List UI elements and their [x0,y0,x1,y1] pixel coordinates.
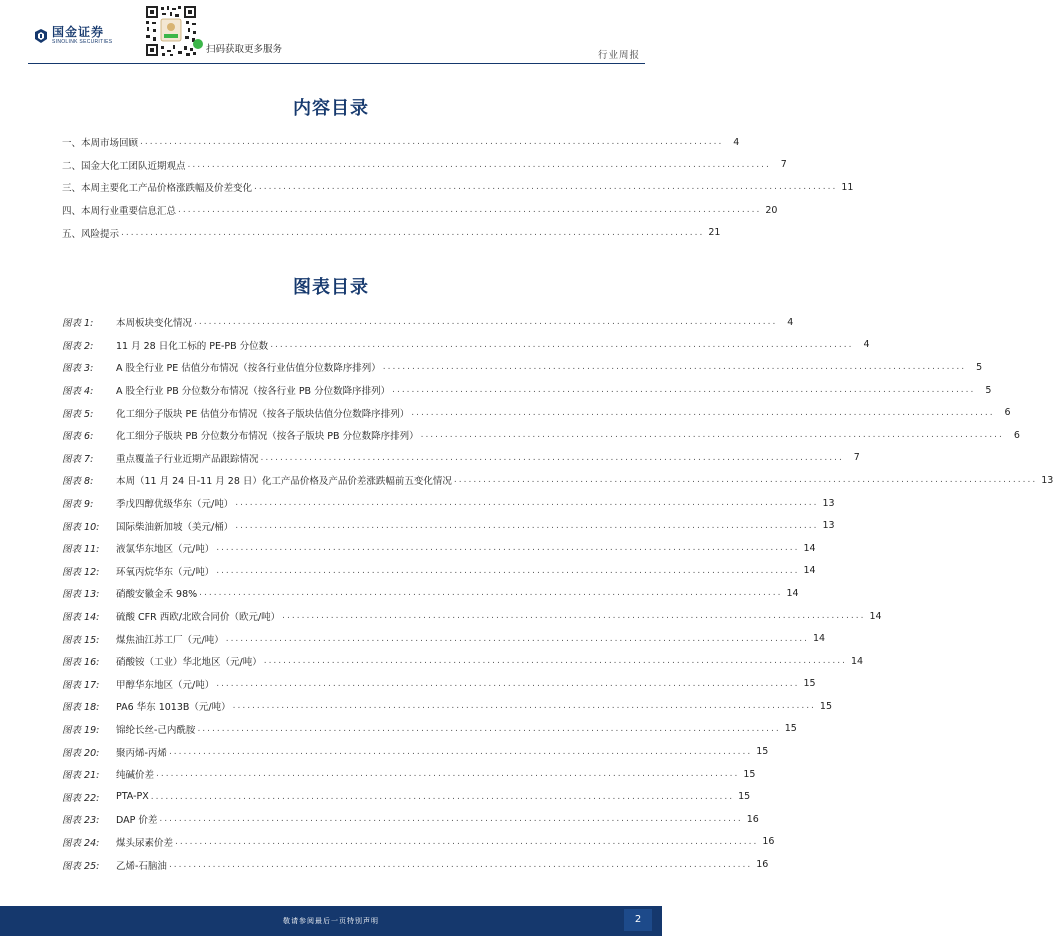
figure-item-page: 5 [976,361,983,373]
figure-item-page: 16 [762,836,775,848]
figure-item-prefix: 图表 21: [62,770,100,782]
figure-item-label: DAP 价差 [116,815,158,827]
contents-item-label: 三、本周主要化工产品价格涨跌幅及价差变化 [62,183,253,195]
figure-item-prefix: 图表 23: [62,815,100,827]
figure-item-label: A 股全行业 PB 分位数分布情况（按各行业 PB 分位数降序排列） [116,386,391,398]
figure-item-label: PA6 华东 1013B（元/吨） [116,702,231,714]
figure-item-label: 重点覆盖子行业近期产品跟踪情况 [116,453,259,465]
leader-dots: ........................................................................................................................ [382,362,967,373]
figure-item[interactable] [62,695,833,718]
figure-item-label: 煤焦油江苏工厂（元/吨） [116,634,224,646]
wechat-icon [193,39,203,49]
figure-item-page: 14 [869,610,882,622]
leader-dots: ........................................................................................................................ [453,475,1038,486]
contents-item-label: 五、风险提示 [62,228,120,240]
contents-item-label: 四、本周行业重要信息汇总 [62,206,177,218]
page-number: 2 [624,909,652,931]
figure-item-page: 16 [746,813,759,825]
figure-item-prefix: 图表 19: [62,724,100,736]
logo-english-name: SINOLINK SECURITIES [52,39,113,45]
figure-item-page: 6 [1013,429,1020,441]
leader-dots: ........................................................................................................................ [156,769,740,780]
figure-item-page: 13 [822,497,835,509]
leader-dots: ........................................................................................................................ [178,205,762,216]
figure-item-prefix: 图表 14: [62,612,100,624]
leader-dots: ........................................................................................................................ [199,588,783,599]
contents-item[interactable] [62,131,740,154]
figure-item-prefix: 图表 6: [62,431,94,443]
figure-item[interactable] [62,740,769,763]
figure-item-page: 7 [853,452,860,464]
figure-item[interactable] [62,718,797,741]
leader-dots: ........................................................................................................................ [197,723,781,734]
figure-item-prefix: 图表 10: [62,521,100,533]
figure-item-page: 15 [819,700,833,712]
figure-item-label: 锦纶长丝-己内酰胺 [116,724,196,736]
contents-item[interactable] [62,154,787,177]
figure-item-prefix: 图表 12: [62,566,100,578]
contents-item-label: 一、本周市场回顾 [62,138,139,150]
figure-item-prefix: 图表 1: [62,318,94,330]
figure-item-label: 本周板块变化情况 [116,318,193,330]
figure-item-page: 15 [738,791,751,803]
figure-item-label: 煤头尿素价差 [116,837,174,849]
figure-item-page: 6 [1004,407,1011,419]
figure-item-label: 季戊四醇优级华东（元/吨） [116,499,234,511]
contents-item-page: 20 [765,204,778,216]
contents-item-page: 21 [708,227,721,239]
figure-item-page: 13 [1041,474,1053,486]
leader-dots: ........................................................................................................................ [282,611,866,622]
figure-item-page: 14 [813,633,826,645]
contents-list [62,131,854,244]
figure-item-page: 14 [851,655,864,667]
contents-item[interactable] [62,221,721,244]
header-divider [28,63,645,64]
leader-dots: ........................................................................................................................ [232,701,816,712]
figure-item-label: A 股全行业 PE 估值分布情况（按各行业估值分位数降序排列） [116,363,381,375]
leader-dots: ........................................................................................................................ [150,791,735,802]
leader-dots: ........................................................................................................................ [216,543,800,554]
figure-item[interactable] [62,492,835,515]
figure-item-label: 甲醇华东地区（元/吨） [116,679,215,691]
leader-dots: ........................................................................................................................ [168,746,753,757]
figure-item-prefix: 图表 25: [62,860,100,872]
leader-dots: ........................................................................................................................ [392,385,976,396]
leader-dots: ........................................................................................................................ [121,227,705,238]
leader-dots: ........................................................................................................................ [254,182,838,193]
leader-dots: ........................................................................................................................ [270,339,854,350]
figure-item[interactable] [62,673,816,696]
figure-item-label: 化工细分子版块 PE 估值分布情况（按各子版块估值分位数降序排列） [116,408,410,420]
leader-dots: ........................................................................................................................ [260,452,844,463]
figure-item-page: 14 [803,565,816,577]
figure-item-prefix: 图表 3: [62,363,94,375]
figure-item-label: 本周（11 月 24 日-11 月 28 日）化工产品价格及产品价差涨跌幅前五变化情况 [116,476,452,488]
contents-item-page: 7 [780,159,787,171]
figure-item[interactable] [62,582,799,605]
leader-dots: ........................................................................................................................ [263,656,848,667]
figure-item-prefix: 图表 7: [62,453,94,465]
figure-item[interactable] [62,311,794,334]
leader-dots: ........................................................................................................................ [168,859,753,870]
figure-item-prefix: 图表 18: [62,702,100,714]
leader-dots: ........................................................................................................................ [235,520,819,531]
figure-item-label: 液氯华东地区（元/吨） [116,544,215,556]
figure-item[interactable] [62,356,983,379]
report-type-label: 行业周报 [597,50,640,61]
figure-item-prefix: 图表 16: [62,657,100,669]
figure-item-label: 硝酸铵（工业）华北地区（元/吨） [116,657,262,669]
figure-item-label: 环氧丙烷华东（元/吨） [116,566,215,578]
figure-item[interactable] [62,447,860,470]
figure-item[interactable] [62,650,864,673]
figure-item[interactable] [62,514,835,537]
figure-item[interactable] [62,537,816,560]
figure-item[interactable] [62,401,1011,424]
figure-item-page: 4 [863,339,870,351]
figure-item-label: 硫酸 CFR 西欧/北欧合同价（欧元/吨） [116,612,281,624]
figure-item-prefix: 图表 13: [62,589,100,601]
contents-item-page: 11 [841,181,854,193]
figure-item-label: 硝酸安徽金禾 98% [116,589,198,601]
figure-item[interactable] [62,627,826,650]
figure-item-label: 乙烯-石脑油 [116,860,167,872]
company-logo [34,26,112,46]
figure-item-prefix: 图表 17: [62,679,100,691]
figure-item[interactable] [62,853,769,876]
figure-item-label: PTA-PX [116,791,149,803]
figure-item-prefix: 图表 15: [62,634,100,646]
leader-dots: ........................................................................................................................ [187,159,771,170]
figure-item-page: 15 [743,768,756,780]
figure-item-prefix: 图表 22: [62,792,100,804]
figure-item-page: 14 [803,542,816,554]
figure-item-label: 化工细分子版块 PB 分位数分布情况（按各子版块 PB 分位数降序排列） [116,431,419,443]
figure-item-prefix: 图表 2: [62,340,94,352]
figure-item-page: 14 [786,587,799,599]
figure-item-prefix: 图表 8: [62,476,94,488]
figure-item-prefix: 图表 24: [62,837,100,849]
page-header [0,0,662,66]
contents-item[interactable] [62,199,778,222]
figure-item[interactable] [62,763,756,786]
figures-list [62,311,1053,876]
leader-dots: ........................................................................................................................ [225,633,810,644]
figure-item[interactable] [62,424,1020,447]
figure-item[interactable] [62,605,882,628]
figure-item-page: 13 [822,520,835,532]
figure-item[interactable] [62,785,751,808]
figure-item-label: 纯碱价差 [116,770,155,782]
qr-code-icon[interactable] [144,4,198,58]
figure-item[interactable] [62,808,759,831]
logo-mark-icon [34,28,48,44]
figure-item-prefix: 图表 4: [62,386,94,398]
leader-dots: ........................................................................................................................ [235,498,819,509]
figure-item-page: 16 [756,859,769,871]
figure-item-prefix: 图表 9: [62,499,94,511]
figure-item-page: 4 [787,316,794,328]
leader-dots: ........................................................................................................................ [216,678,800,689]
figure-item[interactable] [62,469,1053,492]
contents-title: 内容目录 [293,98,369,119]
leader-dots: ........................................................................................................................ [140,137,724,148]
figure-item[interactable] [62,560,816,583]
figure-item[interactable] [62,831,775,854]
scan-prompt-text: 扫码获取更多服务 [206,44,283,55]
contents-item-label: 二、国金大化工团队近期观点 [62,160,186,172]
figures-title: 图表目录 [293,277,369,298]
contents-item[interactable] [62,176,854,199]
figure-item-page: 15 [803,678,816,690]
leader-dots: ........................................................................................................................ [216,565,800,576]
logo-chinese-name: 国金证券 [52,25,105,39]
figure-item-prefix: 图表 5: [62,408,94,420]
figure-item-page: 15 [756,746,769,758]
leader-dots: ........................................................................................................................ [411,407,995,418]
contents-item-page: 4 [733,136,740,148]
figure-item-label: 聚丙烯-丙烯 [116,747,167,759]
figure-item-label: 国际柴油新加坡（美元/桶） [116,521,234,533]
figure-item-prefix: 图表 20: [62,747,100,759]
leader-dots: ........................................................................................................................ [194,317,778,328]
figure-item-prefix: 图表 11: [62,544,100,556]
leader-dots: ........................................................................................................................ [159,814,743,825]
footer-disclaimer: 敬请参阅最后一页特别声明 [283,917,379,925]
figure-item[interactable] [62,334,870,357]
figure-item-page: 15 [784,723,797,735]
leader-dots: ........................................................................................................................ [175,836,759,847]
figure-item-page: 5 [985,384,992,396]
leader-dots: ........................................................................................................................ [420,430,1004,441]
figure-item[interactable] [62,379,992,402]
figure-item-label: 11 月 28 日化工标的 PE-PB 分位数 [116,340,269,352]
